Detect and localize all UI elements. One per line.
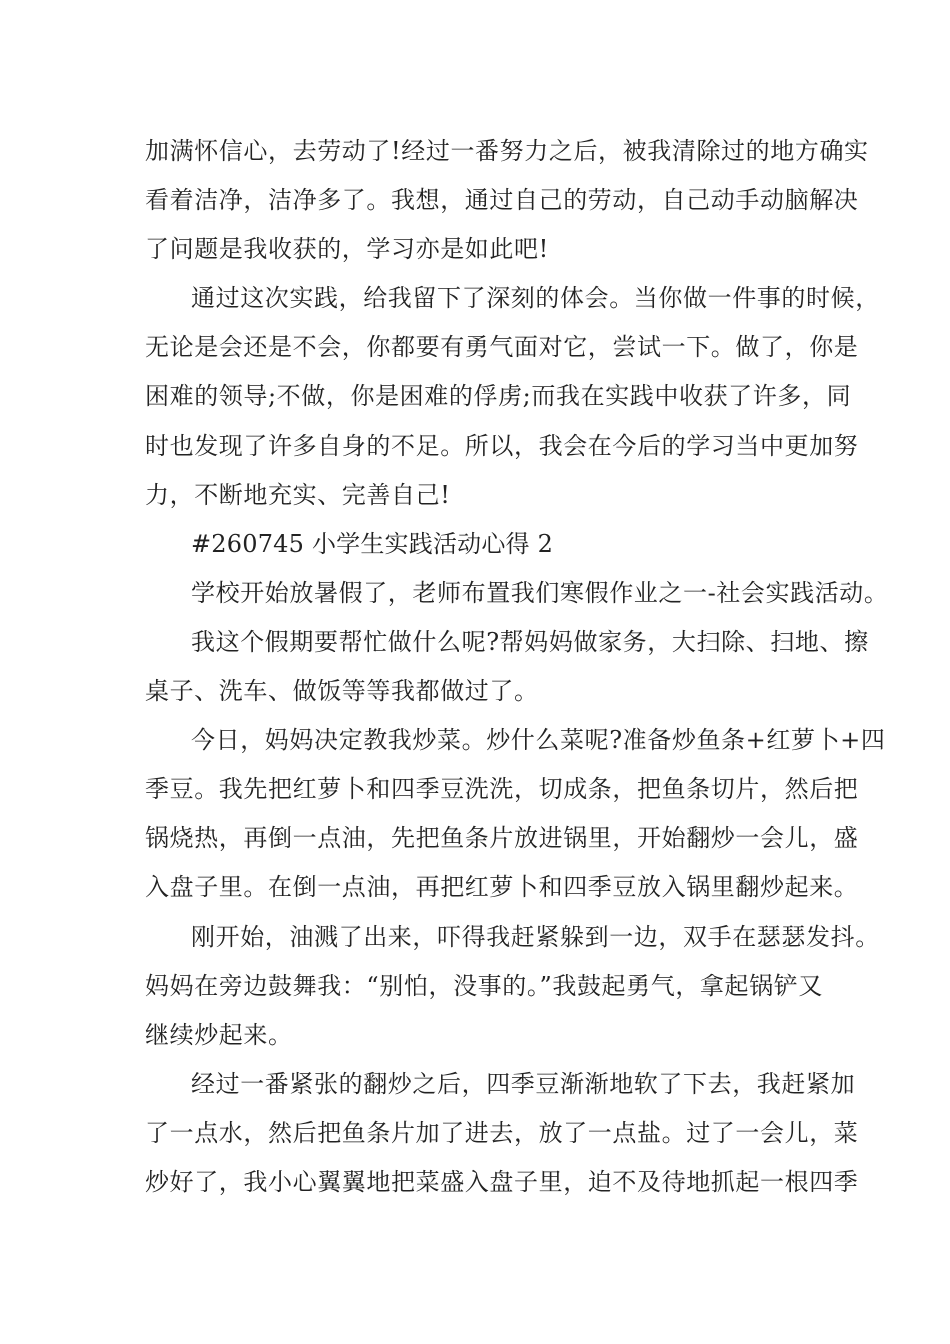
section-heading: #260745 小学生实践活动心得 2 <box>191 529 554 558</box>
paragraph-start-line: 我这个假期要帮忙做什么呢?帮妈妈做家务，大扫除、扫地、擦 <box>191 627 869 656</box>
text-line: 季豆。我先把红萝卜和四季豆洗洗，切成条，把鱼条切片，然后把 <box>145 775 859 804</box>
text-line: 困难的领导;不做，你是困难的俘虏;而我在实践中收获了许多，同 <box>145 382 852 411</box>
text-line: 入盘子里。在倒一点油，再把红萝卜和四季豆放入锅里翻炒起来。 <box>145 873 859 902</box>
body-text <box>145 127 889 1207</box>
paragraph-start-line: 通过这次实践，给我留下了深刻的体会。当你做一件事的时候， <box>191 284 880 313</box>
text-line: 力，不断地充实、完善自己! <box>145 480 451 509</box>
text-line: 炒好了，我小心翼翼地把菜盛入盘子里，迫不及待地抓起一根四季 <box>145 1167 859 1196</box>
text-line: 妈妈在旁边鼓舞我：“别怕，没事的。”我鼓起勇气，拿起锅铲又 <box>145 971 823 1000</box>
text-line: 加满怀信心，去劳动了!经过一番努力之后，被我清除过的地方确实 <box>145 137 869 165</box>
text-line: 桌子、洗车、做饭等等我都做过了。 <box>145 677 539 706</box>
text-line: 无论是会还是不会，你都要有勇气面对它，尝试一下。做了，你是 <box>145 333 859 362</box>
text-line: 锅烧热，再倒一点油，先把鱼条片放进锅里，开始翻炒一会儿，盛 <box>145 824 859 853</box>
text-line: 了问题是我收获的，学习亦是如此吧! <box>145 235 549 264</box>
paragraph-start-line: 刚开始，油溅了出来，吓得我赶紧躲到一边，双手在瑟瑟发抖。 <box>191 922 880 951</box>
paragraph-start-line: 学校开始放暑假了，老师布置我们寒假作业之一-社会实践活动。 <box>191 578 889 607</box>
text-line: 了一点水，然后把鱼条片加了进去，放了一点盐。过了一会儿，菜 <box>145 1118 859 1147</box>
text-line: 看着洁净，洁净多了。我想，通过自己的劳动，自己动手动脑解决 <box>145 186 859 215</box>
text-line: 继续炒起来。 <box>145 1020 293 1049</box>
text-line: 时也发现了许多自身的不足。所以，我会在今后的学习当中更加努 <box>145 431 859 460</box>
paragraph-start-line: 经过一番紧张的翻炒之后，四季豆渐渐地软了下去，我赶紧加 <box>191 1069 856 1098</box>
paragraph-start-line: 今日，妈妈决定教我炒菜。炒什么菜呢?准备炒鱼条+红萝卜+四 <box>191 726 886 755</box>
